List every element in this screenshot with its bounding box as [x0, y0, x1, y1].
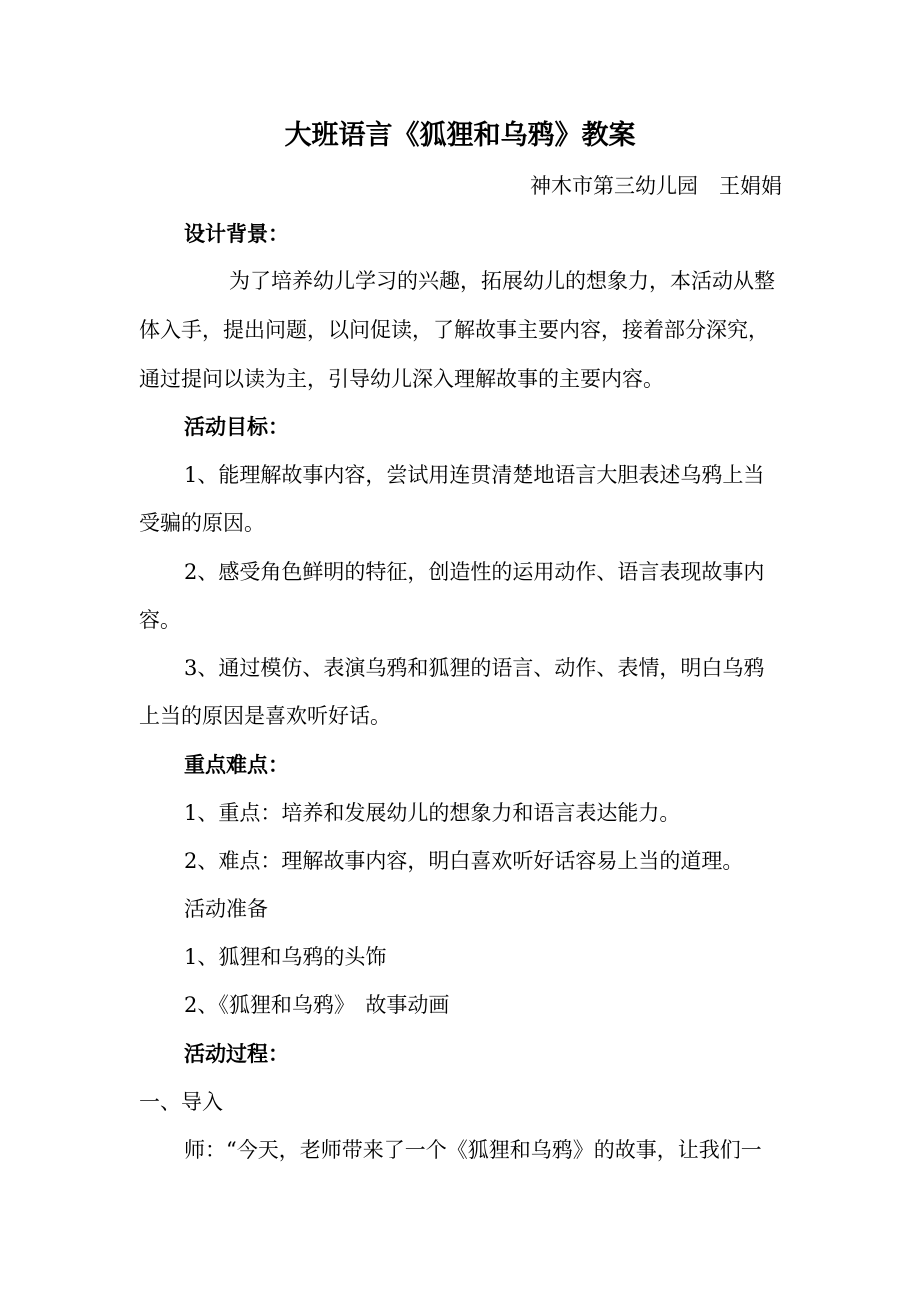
paragraph-line: 上当的原因是喜欢听好话。: [139, 704, 391, 728]
paragraph-line: 2、《狐狸和乌鸦》 故事动画: [184, 993, 450, 1017]
paragraph-line: 2、感受角色鲜明的特征，创造性的运用动作、语言表现故事内: [184, 560, 765, 584]
heading-activity-prep: 活动准备: [184, 897, 268, 921]
document-author: 神木市第三幼儿园 王娟娟: [530, 174, 782, 198]
document-title: 大班语言《狐狸和乌鸦》教案: [284, 120, 636, 151]
paragraph-line: 1、能理解故事内容，尝试用连贯清楚地语言大胆表述乌鸦上当: [184, 463, 765, 487]
heading-design-background: 设计背景：: [184, 221, 289, 246]
paragraph-line: 通过提问以读为主，引导幼儿深入理解故事的主要内容。: [139, 367, 664, 391]
paragraph-line: 1、重点：培养和发展幼儿的想象力和语言表达能力。: [184, 801, 681, 825]
paragraph-line: 容。: [139, 608, 181, 632]
paragraph-line: 1、狐狸和乌鸦的头饰: [184, 945, 387, 969]
paragraph-line: 2、难点：理解故事内容，明白喜欢听好话容易上当的道理。: [184, 849, 744, 873]
paragraph-line: 3、通过模仿、表演乌鸦和狐狸的语言、动作、表情，明白乌鸦: [184, 656, 765, 680]
heading-activity-process: 活动过程：: [184, 1041, 289, 1066]
section-heading-intro: 一、导入: [139, 1090, 223, 1114]
paragraph-line: 为了培养幼儿学习的兴趣，拓展幼儿的想象力，本活动从整: [229, 269, 775, 293]
paragraph-line: 师：“今天，老师带来了一个《狐狸和乌鸦》的故事，让我们一: [184, 1138, 762, 1162]
paragraph-line: 受骗的原因。: [139, 511, 265, 535]
heading-activity-goals: 活动目标：: [184, 414, 289, 439]
paragraph-line: 体入手，提出问题，以问促读，了解故事主要内容，接着部分深究，: [139, 318, 769, 342]
heading-key-points: 重点难点：: [184, 752, 289, 777]
